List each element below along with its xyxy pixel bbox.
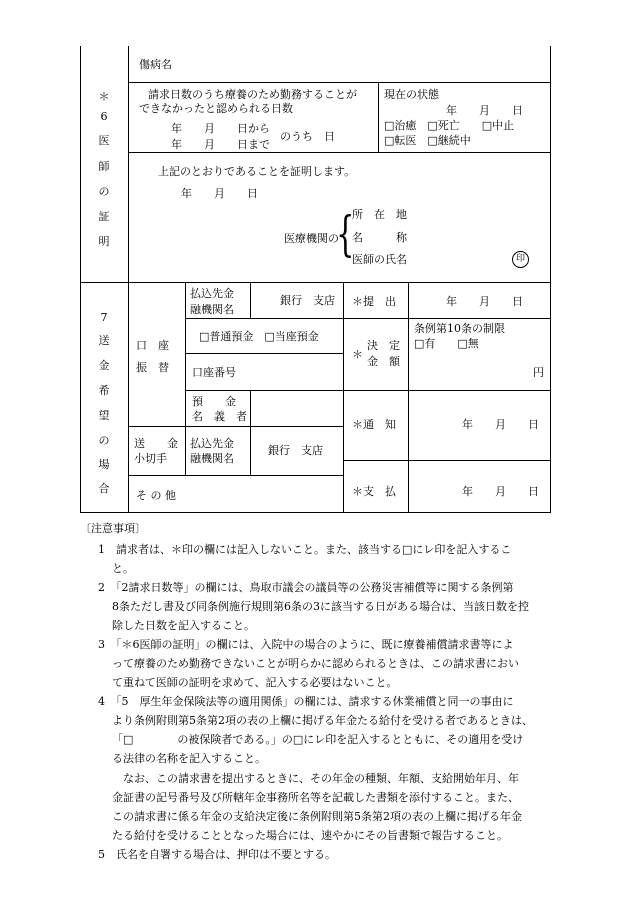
account-transfer-label-2: 振 替 bbox=[136, 361, 169, 374]
seal-mark: 印 bbox=[512, 251, 529, 268]
note-line: る法律の名称を記入すること。 bbox=[112, 752, 266, 765]
sec7-row-1 bbox=[185, 318, 551, 319]
note-line: って療養のため勤務できないことが明らかに認められるときは、この請求書におい bbox=[112, 657, 519, 670]
form-bottom-border bbox=[80, 512, 551, 513]
note-line: より条例附則第5条第2項の表の上欄に掲げる年金たる給付を受ける者であるときは、 bbox=[112, 714, 533, 727]
sec7-row-2 bbox=[185, 353, 343, 354]
sec6-label-char: ＊ bbox=[98, 90, 110, 103]
notification-date: 年 月 日 bbox=[462, 418, 539, 431]
form-right-border bbox=[550, 46, 551, 513]
payment-label: ＊支 払 bbox=[352, 485, 396, 498]
sec6-label-char: 証 bbox=[98, 210, 110, 223]
note-line: 3 「＊6医師の証明」の欄には、入院中の場合のように、既に療養補償請求書等によ bbox=[98, 638, 514, 651]
current-status-label: 現在の状態 bbox=[384, 88, 439, 101]
other-label: そ の 他 bbox=[136, 489, 176, 502]
note-line: 金証書の記号番号及び所轄年金事務所名等を記載した書類を添付すること。また、 bbox=[112, 791, 519, 804]
sec7-label-char: 場 bbox=[98, 458, 110, 471]
sec6-status-divider bbox=[378, 82, 379, 153]
sec7-row-5 bbox=[343, 460, 551, 461]
medical-institution-label: 医療機関の bbox=[284, 232, 339, 245]
note-line: この請求書に係る年金の支給決定後に条例附則第5条第2項の表の上欄に掲げる年金 bbox=[112, 810, 522, 823]
sec6-label-char: 師 bbox=[98, 160, 110, 173]
sec7-row-6 bbox=[128, 475, 343, 476]
sec6-label-char: 6 bbox=[100, 110, 108, 123]
note-line: 5 氏名を自署する場合は、押印は不要とする。 bbox=[98, 848, 336, 861]
deposit-type-options[interactable]: □普通預金 □当座預金 bbox=[199, 330, 319, 343]
status-options-row-2[interactable]: □転医 □継続中 bbox=[384, 134, 471, 147]
notes-heading: 〔注意事項〕 bbox=[80, 522, 146, 535]
account-transfer-label-1: 口 座 bbox=[136, 339, 169, 352]
submission-date: 年 月 日 bbox=[446, 295, 523, 308]
institution-brace: { bbox=[336, 206, 355, 262]
sec7-label-char: 合 bbox=[98, 482, 110, 495]
sec6-line-a bbox=[128, 82, 551, 83]
account-holder-label-2: 名 義 者 bbox=[192, 410, 247, 423]
certification-statement: 上記のとおりであることを証明します。 bbox=[158, 165, 356, 178]
bank-label-4: 融機関名 bbox=[190, 452, 234, 465]
sec6-label-char: 明 bbox=[98, 235, 110, 248]
note-line: て重ねて医師の証明を求めて、記入する必要はないこと。 bbox=[112, 676, 398, 689]
sec7-label-char: 希 bbox=[98, 384, 110, 397]
payment-date: 年 月 日 bbox=[462, 485, 539, 498]
institution-name-label: 名 称 bbox=[352, 231, 407, 244]
address-label: 所 在 地 bbox=[352, 208, 407, 221]
sec6-line-b bbox=[128, 152, 551, 153]
sec7-col-c3 bbox=[250, 426, 251, 475]
note-line: 1 請求者は、＊印の欄には記入しないこと。また、該当する□にレ印を記入するこ bbox=[98, 543, 512, 556]
bank-label-2: 融機関名 bbox=[190, 303, 234, 316]
submission-label: ＊提 出 bbox=[352, 295, 396, 308]
decision-label-1: 決 定 bbox=[367, 339, 400, 352]
remittance-check-label-1: 送 金 bbox=[134, 437, 178, 450]
restriction-options[interactable]: □有 □無 bbox=[414, 337, 479, 350]
doctor-name-label: 医師の氏名 bbox=[352, 253, 407, 266]
current-status-date: 年 月 日 bbox=[446, 104, 523, 117]
status-options-row-1[interactable]: □治癒 □死亡 □中止 bbox=[384, 119, 515, 132]
restriction-label: 条例第10条の制限 bbox=[414, 322, 505, 335]
sec7-label-char: 送 bbox=[98, 334, 110, 347]
sec7-col-e bbox=[408, 282, 409, 513]
period-from: 年 月 日から bbox=[171, 122, 270, 135]
note-line: たる給付を受けることとなった場合には、速やかにその旨書類で報告すること。 bbox=[112, 829, 508, 842]
decision-label-2: 金 額 bbox=[367, 355, 400, 368]
work-days-text-1: 請求日数のうち療養のため勤務することが bbox=[148, 88, 357, 101]
days-of-which: のうち 日 bbox=[280, 130, 335, 143]
sec7-row-4 bbox=[128, 426, 343, 427]
bank-label-3: 払込先金 bbox=[190, 437, 234, 450]
sec7-label-char: の bbox=[98, 434, 110, 447]
form-left-border bbox=[80, 46, 81, 513]
bank-branch-field[interactable]: 銀行 支店 bbox=[280, 294, 335, 307]
note-line: 2 「2請求日数等」の欄には、鳥取市議会の議員等の公務災害補償等に関する条例第 bbox=[98, 581, 514, 594]
sec7-label-char: 7 bbox=[100, 311, 108, 324]
note-line: と。 bbox=[112, 562, 134, 575]
sec7-row-3a bbox=[343, 390, 551, 391]
account-holder-label-1: 預 金 bbox=[192, 395, 236, 408]
remittance-check-label-2: 小切手 bbox=[134, 452, 167, 465]
disease-name-label: 傷病名 bbox=[139, 58, 172, 71]
sec6-label-char: 医 bbox=[98, 134, 110, 147]
sec7-col-c bbox=[250, 282, 251, 318]
note-line: 8条ただし書及び同条例施行規則第6条の3に該当する日がある場合は、当該日数を控 bbox=[112, 600, 529, 613]
sec7-label-char: 金 bbox=[98, 359, 110, 372]
sec6-label-char: の bbox=[98, 185, 110, 198]
sec7-label-divider bbox=[128, 282, 129, 513]
bank-label-1: 払込先金 bbox=[190, 287, 234, 300]
work-days-text-2: できなかったと認められる日数 bbox=[139, 102, 293, 115]
period-to: 年 月 日まで bbox=[171, 138, 270, 151]
yen-unit: 円 bbox=[533, 366, 544, 379]
account-number-label: 口座番号 bbox=[192, 366, 236, 379]
note-line: 4 「5 厚生年金保険法等の適用関係」の欄には、請求する休業補償と同一の事由に bbox=[98, 695, 514, 708]
note-line: なお、この請求書を提出するときに、その年金の種類、年額、支給開始年月、年 bbox=[112, 772, 519, 785]
sec7-row-3 bbox=[185, 390, 343, 391]
sec7-label-char: 望 bbox=[98, 409, 110, 422]
notification-label: ＊通 知 bbox=[352, 418, 396, 431]
sec6-sec7-divider bbox=[80, 282, 551, 283]
certification-date: 年 月 日 bbox=[181, 187, 258, 200]
sec7-col-d bbox=[343, 282, 344, 513]
sec7-col-c2 bbox=[250, 390, 251, 426]
sec7-col-b bbox=[185, 282, 186, 475]
note-line: 「□ の被保険者である。」の□にレ印を記入するとともに、その適用を受け bbox=[112, 733, 524, 746]
decision-star: ＊ bbox=[352, 348, 363, 361]
bank-branch-field-2[interactable]: 銀行 支店 bbox=[268, 444, 323, 457]
note-line: 除した日数を記入すること。 bbox=[112, 619, 255, 632]
